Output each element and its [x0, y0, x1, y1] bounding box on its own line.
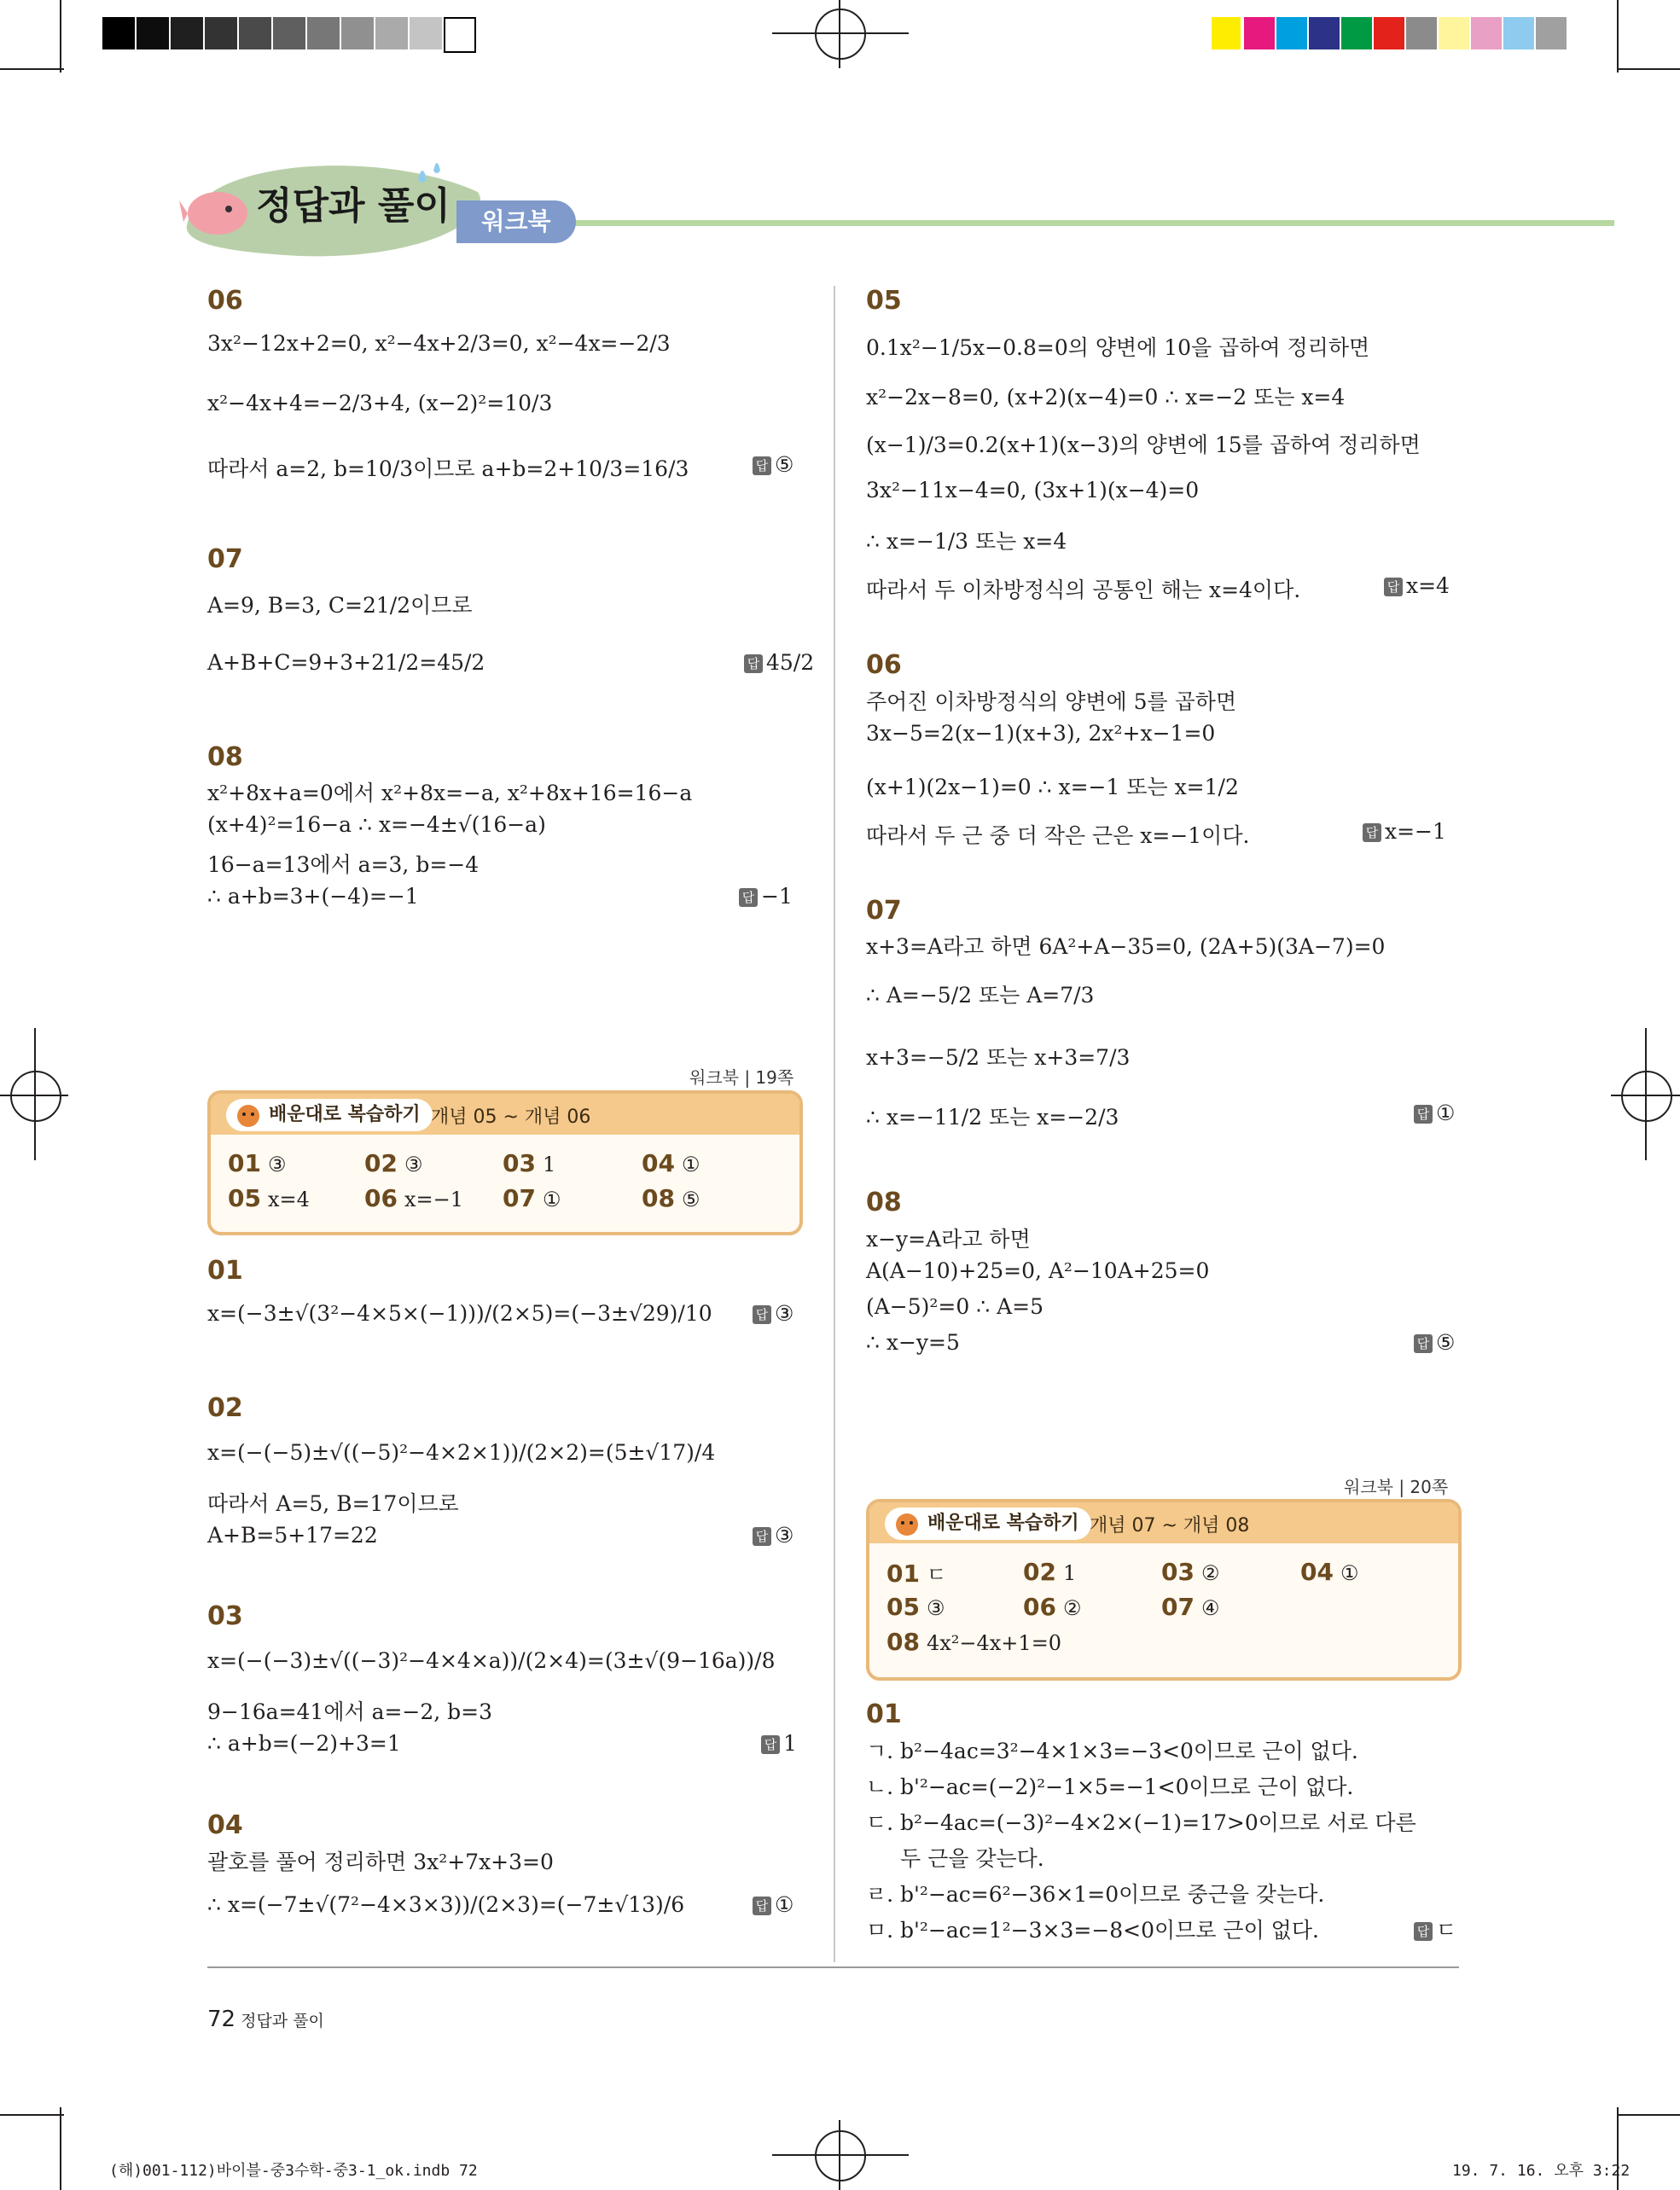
solution-line: 0.1x²−1/5x−0.8=0의 양변에 10을 곱하여 정리하면 — [866, 335, 1370, 360]
answer — [753, 1301, 793, 1326]
solution-line: x+3=A라고 하면 6A²+A−35=0, (2A+5)(3A−7)=0 — [866, 934, 1386, 959]
page-number: 72 — [207, 2007, 236, 2032]
answer — [739, 884, 793, 909]
page-folio — [207, 2007, 324, 2032]
solution-line: 두 근을 갖는다. — [900, 1846, 1044, 1871]
solution-line: ∴ x=(−7±√(7²−4×3×3))/(2×3)=(−7±√13)/6 — [207, 1892, 685, 1917]
answer — [753, 452, 793, 477]
page-title: 정답과 풀이 — [256, 184, 451, 228]
solution-line: 따라서 두 이차방정식의 공통인 해는 x=4이다. — [866, 578, 1301, 602]
answer-value: ① — [1436, 1101, 1456, 1125]
answer-tag: 답 — [761, 1735, 780, 1754]
answer-value: x=4 — [1406, 573, 1450, 598]
problem-number: 03 — [207, 1601, 243, 1631]
review-item: 04 ① — [642, 1149, 700, 1177]
solution-line: A=9, B=3, C=21/2이므로 — [207, 593, 473, 618]
solution-line: ∴ a+b=3+(−4)=−1 — [207, 884, 419, 909]
solution-line: ∴ x−y=5 — [866, 1330, 960, 1355]
solution-line: ∴ A=−5/2 또는 A=7/3 — [866, 983, 1095, 1008]
review-item: 07 ④ — [1161, 1593, 1220, 1621]
solution-line: x=(−3±√(3²−4×5×(−1)))/(2×5)=(−3±√29)/10 — [207, 1301, 712, 1326]
solution-line: A+B=5+17=22 — [207, 1523, 378, 1548]
problem-number: 05 — [866, 286, 902, 316]
answer-tag: 답 — [739, 888, 758, 907]
answer-value: ③ — [775, 1523, 794, 1548]
review-item: 01 ㄷ — [887, 1560, 947, 1588]
answer-value: 1 — [783, 1731, 797, 1756]
review-item: 02 ③ — [364, 1149, 423, 1177]
problem-number: 07 — [207, 544, 243, 574]
answer-tag: 답 — [1384, 578, 1403, 596]
answer — [1363, 819, 1446, 844]
review-label: 배운대로 복습하기 — [226, 1099, 433, 1131]
review-item: 08 ⑤ — [642, 1184, 700, 1212]
review-item: 02 1 — [1023, 1558, 1077, 1586]
review-item: 06 x=−1 — [364, 1184, 463, 1212]
problem-number: 06 — [207, 286, 243, 316]
answer — [1384, 573, 1450, 598]
answer — [1414, 1101, 1455, 1125]
solution-line: x²−2x−8=0, (x+2)(x−4)=0 ∴ x=−2 또는 x=4 — [866, 385, 1346, 410]
solution-line: 3x²−11x−4=0, (3x+1)(x−4)=0 — [866, 478, 1200, 502]
answer-tag: 답 — [1414, 1922, 1433, 1941]
review-label: 배운대로 복습하기 — [885, 1507, 1091, 1540]
solution-line: 따라서 a=2, b=10/3이므로 a+b=2+10/3=16/3 — [207, 456, 689, 481]
answer-value: −1 — [761, 884, 793, 909]
solution-line: ㄹ. b'²−ac=6²−36×1=0이므로 중근을 갖는다. — [866, 1882, 1325, 1907]
answer — [753, 1523, 793, 1548]
review-item: 05 ③ — [887, 1593, 945, 1621]
solution-line: ㅁ. b'²−ac=1²−3×3=−8<0이므로 근이 없다. — [866, 1918, 1319, 1943]
answer-tag: 답 — [753, 1305, 771, 1324]
print-slug-file: (해)001-112)바이블-중3수학-중3-1_ok.indb 72 — [109, 2162, 478, 2180]
solution-line: (x−1)/3=0.2(x+1)(x−3)의 양변에 15를 곱하여 정리하면 — [866, 433, 1421, 457]
solution-line: (x+1)(2x−1)=0 ∴ x=−1 또는 x=1/2 — [866, 775, 1239, 799]
answer-value: ㄷ — [1436, 1918, 1457, 1943]
answer — [761, 1731, 797, 1756]
review-concept-range: 개념 05 ~ 개념 06 — [431, 1107, 591, 1128]
problem-number: 07 — [866, 896, 902, 926]
fox-mascot-icon — [890, 1509, 924, 1538]
answer-value: ⑤ — [1436, 1330, 1456, 1355]
solution-line: 따라서 두 근 중 더 작은 근은 x=−1이다. — [866, 823, 1250, 848]
answer-value: ① — [775, 1892, 794, 1917]
workbook-tab: 워크북 — [456, 200, 576, 243]
review-box — [866, 1499, 1462, 1681]
solution-line: ∴ x=−1/3 또는 x=4 — [866, 529, 1067, 554]
solution-line: ∴ x=−11/2 또는 x=−2/3 — [866, 1105, 1119, 1130]
solution-line: (A−5)²=0 ∴ A=5 — [866, 1294, 1043, 1319]
review-item: 01 ③ — [228, 1149, 287, 1177]
review-box-header — [869, 1502, 1458, 1543]
review-item: 03 1 — [503, 1149, 556, 1177]
fox-mascot-icon — [231, 1101, 265, 1130]
answer — [1414, 1914, 1456, 1944]
folio-section: 정답과 풀이 — [241, 2012, 324, 2030]
answer-value: 45/2 — [766, 650, 815, 675]
answer-value: ③ — [775, 1301, 794, 1326]
solution-line: ㄱ. b²−4ac=3²−4×1×3=−3<0이므로 근이 없다. — [866, 1739, 1358, 1763]
footer-rule — [207, 1966, 1459, 1968]
answer-tag: 답 — [1414, 1334, 1433, 1353]
solution-line: x=(−(−5)±√((−5)²−4×2×1))/(2×2)=(5±√17)/4 — [207, 1440, 716, 1465]
solution-line: ㄴ. b'²−ac=(−2)²−1×5=−1<0이므로 근이 없다. — [866, 1775, 1354, 1799]
solution-line: 3x−5=2(x−1)(x+3), 2x²+x−1=0 — [866, 721, 1216, 746]
answer — [753, 1892, 793, 1917]
answer-tag: 답 — [1363, 823, 1381, 842]
answer-value: x=−1 — [1385, 819, 1446, 844]
solution-line: 괄호를 풀어 정리하면 3x²+7x+3=0 — [207, 1850, 554, 1874]
problem-number: 01 — [866, 1699, 902, 1729]
review-item: 08 4x²−4x+1=0 — [887, 1628, 1062, 1656]
review-item: 06 ② — [1023, 1593, 1082, 1621]
solution-line: ㄷ. b²−4ac=(−3)²−4×2×(−1)=17>0이므로 서로 다른 — [866, 1810, 1416, 1835]
column-divider — [834, 286, 835, 1962]
answer-tag: 답 — [753, 1527, 771, 1546]
answer — [744, 650, 814, 675]
solution-line: x=(−(−3)±√((−3)²−4×4×a))/(2×4)=(3±√(9−16a))/8 — [207, 1648, 776, 1673]
solution-line: x+3=−5/2 또는 x+3=7/3 — [866, 1045, 1131, 1070]
answer-value: ⑤ — [775, 452, 794, 477]
answer — [1414, 1330, 1455, 1355]
answer-tag: 답 — [753, 1897, 771, 1915]
review-box — [207, 1090, 803, 1235]
review-box-header — [211, 1094, 799, 1135]
solution-line: x²−4x+4=−2/3+4, (x−2)²=10/3 — [207, 391, 553, 415]
header-rule — [563, 220, 1614, 226]
problem-number: 01 — [207, 1256, 243, 1286]
solution-line: ∴ a+b=(−2)+3=1 — [207, 1731, 401, 1756]
answer-tag: 답 — [744, 654, 763, 673]
solution-line: 9−16a=41에서 a=−2, b=3 — [207, 1699, 493, 1724]
solution-line: x²+8x+a=0에서 x²+8x=−a, x²+8x+16=16−a — [207, 781, 693, 805]
solution-line: (x+4)²=16−a ∴ x=−4±√(16−a) — [207, 812, 546, 837]
review-item: 04 ① — [1300, 1558, 1359, 1586]
workbook-page-ref: 워크북 | 19쪽 — [689, 1067, 794, 1088]
solution-line: x−y=A라고 하면 — [866, 1227, 1031, 1252]
solution-line: A+B+C=9+3+21/2=45/2 — [207, 650, 485, 675]
review-item: 03 ② — [1161, 1558, 1220, 1586]
problem-number: 08 — [866, 1188, 902, 1217]
review-concept-range: 개념 07 ~ 개념 08 — [1090, 1515, 1250, 1536]
whale-mascot-icon — [179, 175, 256, 243]
solution-line: A(A−10)+25=0, A²−10A+25=0 — [866, 1258, 1210, 1283]
problem-number: 04 — [207, 1810, 243, 1840]
review-item: 07 ① — [503, 1184, 561, 1212]
review-item: 05 x=4 — [228, 1184, 310, 1212]
workbook-page-ref: 워크북 | 20쪽 — [1344, 1477, 1449, 1497]
solution-line: 16−a=13에서 a=3, b=−4 — [207, 852, 480, 877]
solution-line: 3x²−12x+2=0, x²−4x+2/3=0, x²−4x=−2/3 — [207, 331, 671, 356]
solution-line: 주어진 이차방정식의 양변에 5를 곱하면 — [866, 689, 1237, 714]
problem-number: 08 — [207, 742, 243, 772]
solution-line: 따라서 A=5, B=17이므로 — [207, 1491, 459, 1516]
problem-number: 02 — [207, 1393, 243, 1423]
print-slug-date: 19. 7. 16. 오후 3:22 — [1452, 2162, 1631, 2180]
answer-tag: 답 — [753, 456, 771, 475]
answer-tag: 답 — [1414, 1105, 1433, 1124]
problem-number: 06 — [866, 650, 902, 680]
